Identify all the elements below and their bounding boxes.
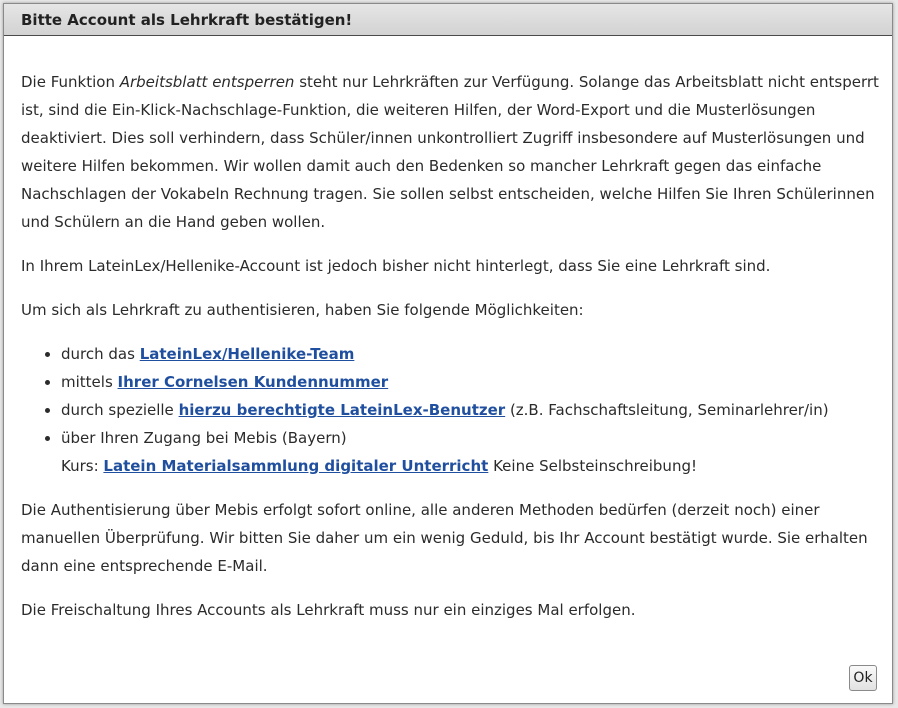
intro-text-before: Die Funktion	[21, 73, 120, 91]
dialog-titlebar	[4, 4, 892, 36]
team-link[interactable]: LateinLex/Hellenike-Team	[139, 345, 355, 363]
mebis-info-paragraph: Die Authentisierung über Mebis erfolgt sofort online, alle anderen Methoden bedürfen (derzeit noch) einer manuellen Überprüfung. Wir bitten Sie daher um ein wenig Geduld, bis Ihr Account bestätigt wurde. Sie erhalten dann eine entsprechende E-Mail.	[21, 501, 868, 575]
intro-text-after: steht nur Lehrkräften zur Verfügung. Solange das Arbeitsblatt nicht entsperrt ist, sind die Ein-Klick-Nachschlage-Funktion, die weiteren Hilfen, der Word-Export und die Musterlösungen deaktiviert. Dies soll verhindern, dass Schüler/innen unkontrolliert Zugriff insbesondere auf Musterlösungen und weitere Hilfen bekommen. Wir wollen damit auch den Bedenken so mancher Lehrkraft gegen das einfache Nachschlagen der Vokabeln Rechnung tragen. Sie sollen selbst entscheiden, welche Hilfen Sie Ihren Schülerinnen und Schülern an die Hand geben wollen.	[21, 73, 879, 231]
dialog-title: Bitte Account als Lehrkraft bestätigen!	[21, 11, 353, 29]
confirm-teacher-dialog	[3, 3, 893, 704]
option-team	[61, 340, 881, 368]
option-mebis	[61, 424, 881, 480]
option-users-text: durch spezielle	[61, 401, 179, 419]
option-users-note: (z.B. Fachschaftsleitung, Seminarlehrer/in)	[505, 401, 829, 419]
options-intro-paragraph: Um sich als Lehrkraft zu authentisieren, haben Sie folgende Möglichkeiten:	[21, 301, 584, 319]
dialog-content	[21, 68, 881, 640]
intro-paragraph	[21, 68, 881, 236]
auth-options-list	[21, 340, 881, 480]
option-authorized-users	[61, 396, 881, 424]
option-mebis-text: über Ihren Zugang bei Mebis (Bayern)	[61, 429, 347, 447]
mebis-course-label: Kurs:	[61, 457, 104, 475]
cornelsen-link[interactable]: Ihrer Cornelsen Kundennummer	[117, 373, 389, 391]
mebis-course-link[interactable]: Latein Materialsammlung digitaler Unterricht	[103, 457, 489, 475]
authorized-users-link[interactable]: hierzu berechtigte LateinLex-Benutzer	[178, 401, 506, 419]
ok-button[interactable]: Ok	[849, 665, 877, 691]
option-cornelsen-text: mittels	[61, 373, 118, 391]
option-team-text: durch das	[61, 345, 140, 363]
feature-name: Arbeitsblatt entsperren	[119, 73, 295, 91]
option-cornelsen	[61, 368, 881, 396]
mebis-course-note: Keine Selbsteinschreibung!	[488, 457, 697, 475]
account-status-paragraph: In Ihrem LateinLex/Hellenike-Account ist jedoch bisher nicht hinterlegt, dass Sie eine Lehrkraft sind.	[21, 257, 771, 275]
one-time-paragraph: Die Freischaltung Ihres Accounts als Lehrkraft muss nur ein einziges Mal erfolgen.	[21, 601, 636, 619]
